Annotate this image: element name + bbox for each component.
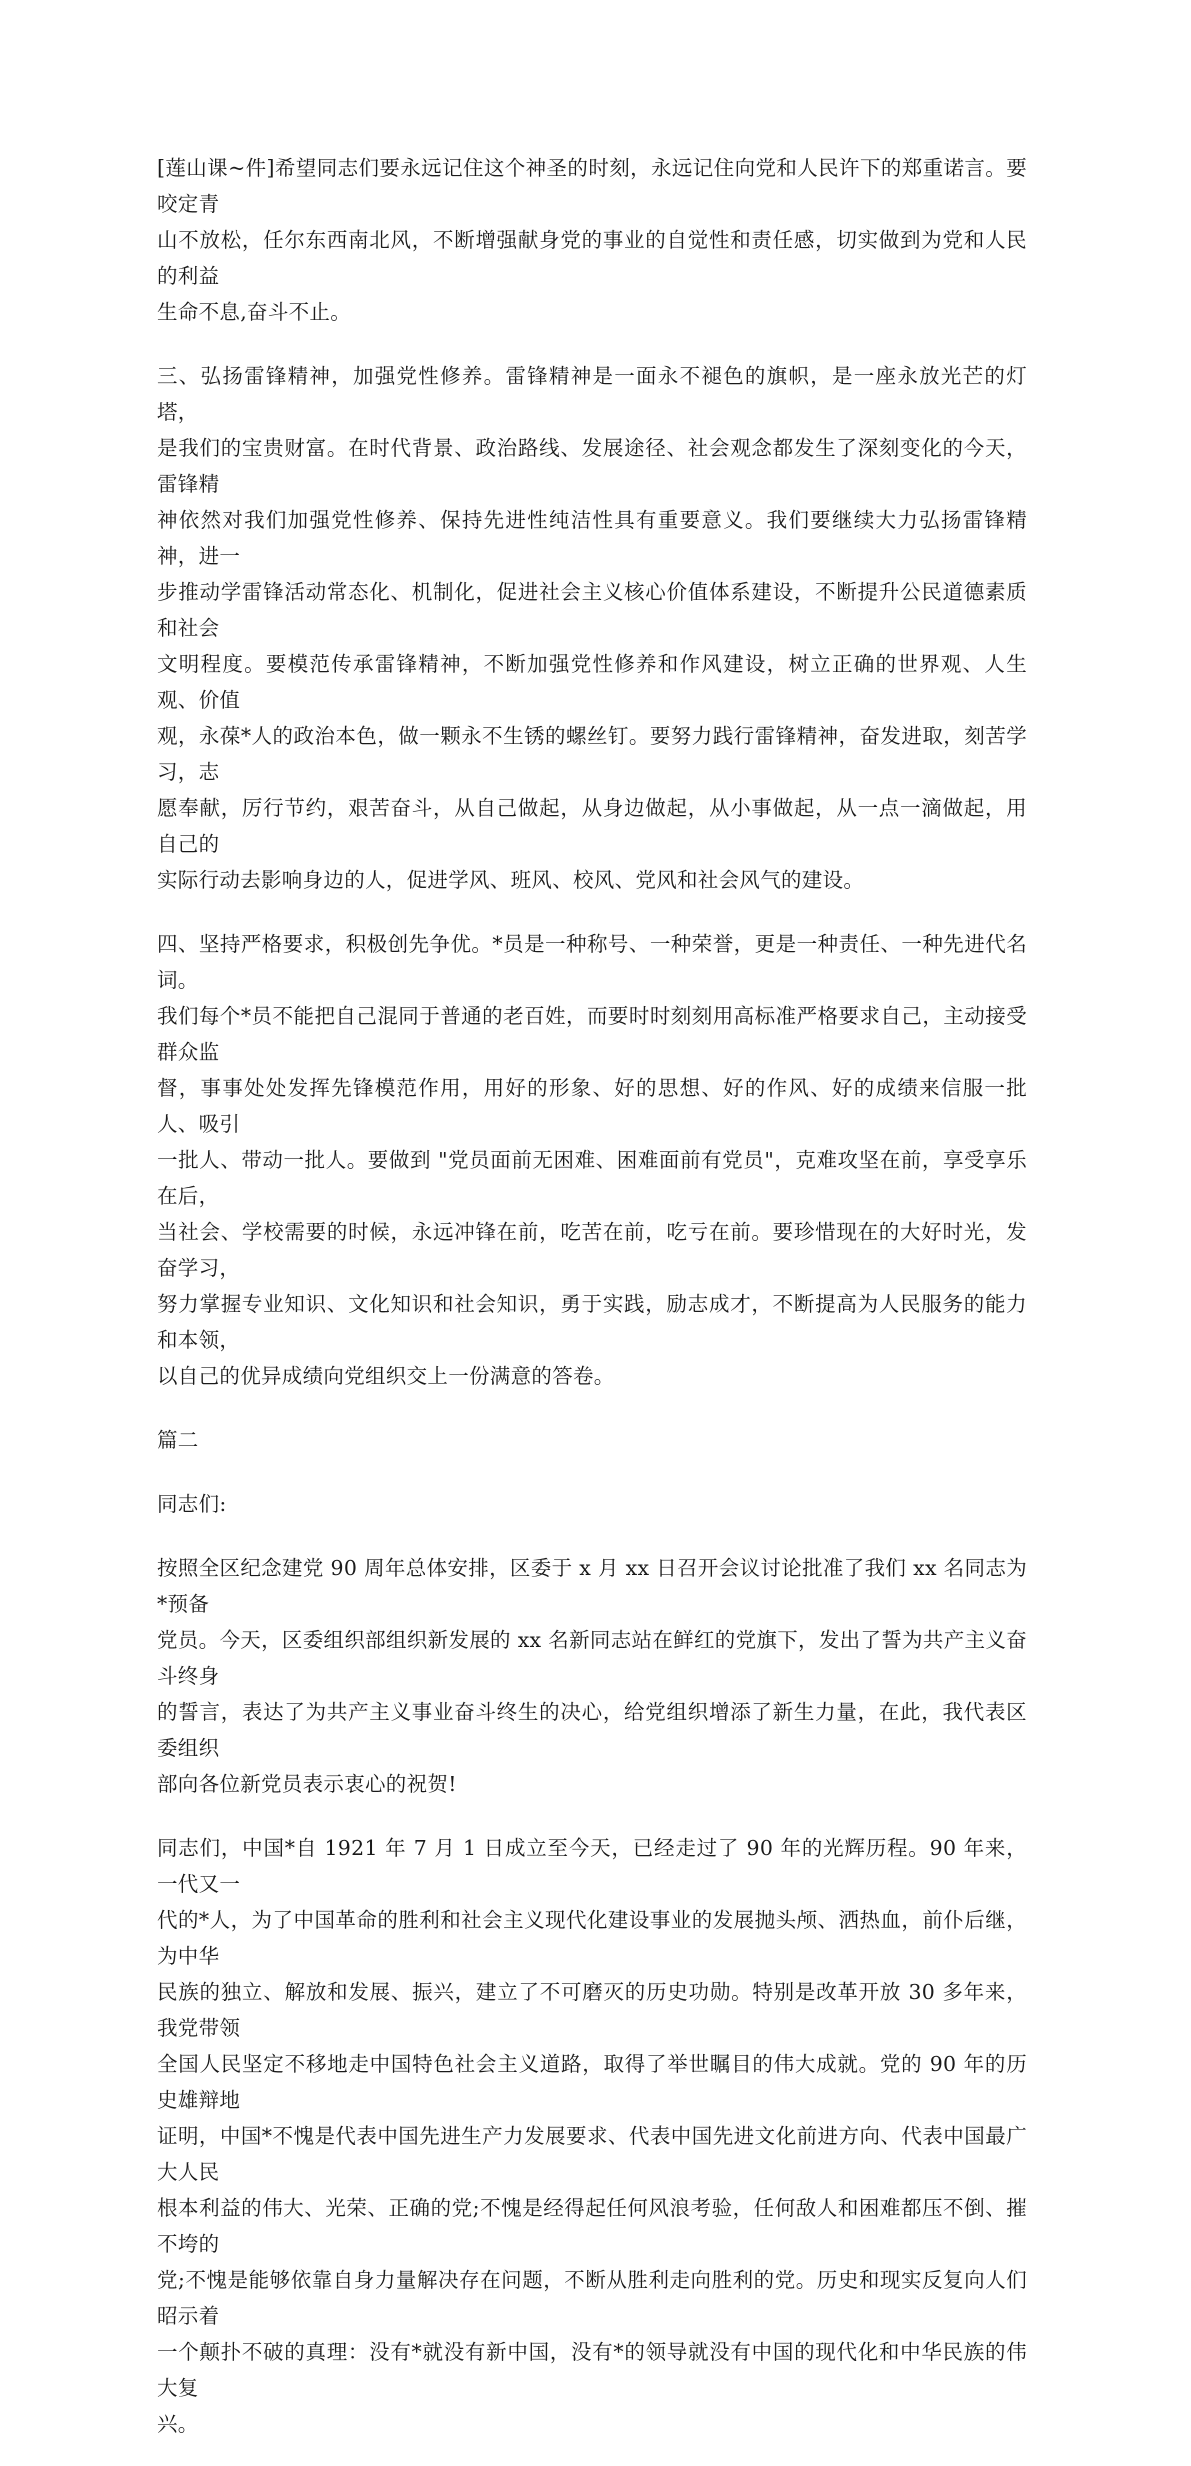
- paragraph-history: 同志们，中国*自 1921 年 7 月 1 日成立至今天，已经走过了 90 年的光辉历程。90 年来，一代又一 代的*人，为了中国革命的胜利和社会主义现代化建设事业的发展抛头颅、洒热血，前仆后继，为中华 民族的独立、解放和发展、振兴，建立了不可磨灭的历史功勋。特别是改革开放 30 多年来，我党带领 全国人民坚定不移地走中国特色社会主义道路，取得了举世瞩目的伟大成就。党的 90 年的历史雄辩地 证明，中国*不愧是代表中国先进生产力发展要求、代表中国先进文化前进方向、代表中国最广大人民 根本利益的伟大、光荣、正确的党;不愧是经得起任何风浪考验，任何敌人和困难都压不倒、摧不垮的 党;不愧是能够依靠自身力量解决存在问题，不断从胜利走向胜利的党。历史和现实反复向人们昭示着 一个颠扑不破的真理：没有*就没有新中国，没有*的领导就没有中国的现代化和中华民族的伟大复 兴。: [157, 1836, 1027, 2436]
- salutation: 同志们:: [157, 1492, 227, 1516]
- document-page: [157, 150, 1027, 2466]
- section-heading-part-two: 篇二: [157, 1428, 199, 1452]
- paragraph-section-three: 三、弘扬雷锋精神，加强党性修养。雷锋精神是一面永不褪色的旗帜，是一座永放光芒的灯塔， 是我们的宝贵财富。在时代背景、政治路线、发展途径、社会观念都发生了深刻变化的今天，雷锋精 神依然对我们加强党性修养、保持先进性纯洁性具有重要意义。我们要继续大力弘扬雷锋精神，进一 步推动学雷锋活动常态化、机制化，促进社会主义核心价值体系建设，不断提升公民道德素质和社会 文明程度。要模范传承雷锋精神，不断加强党性修养和作风建设，树立正确的世界观、人生观、价值 观，永葆*人的政治本色，做一颗永不生锈的螺丝钉。要努力践行雷锋精神，奋发进取，刻苦学习，志 愿奉献，厉行节约，艰苦奋斗，从自己做起，从身边做起，从小事做起，从一点一滴做起，用自己的 实际行动去影响身边的人，促进学风、班风、校风、党风和社会风气的建设。: [157, 364, 1027, 892]
- paragraph-intro: [莲山课~件]希望同志们要永远记住这个神圣的时刻，永远记住向党和人民许下的郑重诺言。要咬定青 山不放松，任尔东西南北风，不断增强献身党的事业的自觉性和责任感，切实做到为党和人民的利益 生命不息,奋斗不止。: [157, 156, 1027, 324]
- paragraph-section-four: 四、坚持严格要求，积极创先争优。*员是一种称号、一种荣誉，更是一种责任、一种先进代名词。 我们每个*员不能把自己混同于普通的老百姓，而要时时刻刻用高标准严格要求自己，主动接受群众监 督，事事处处发挥先锋模范作用，用好的形象、好的思想、好的作风、好的成绩来信服一批人、吸引 一批人、带动一批人。要做到 "党员面前无困难、困难面前有党员"，克难攻坚在前，享受享乐在后， 当社会、学校需要的时候，永远冲锋在前，吃苦在前，吃亏在前。要珍惜现在的大好时光，发奋学习， 努力掌握专业知识、文化知识和社会知识，勇于实践，励志成才，不断提高为人民服务的能力和本领， 以自己的优异成绩向党组织交上一份满意的答卷。: [157, 932, 1027, 1388]
- paragraph-announcement: 按照全区纪念建党 90 周年总体安排，区委于 x 月 xx 日召开会议讨论批准了我们 xx 名同志为*预备 党员。今天，区委组织部组织新发展的 xx 名新同志站在鲜红的党旗下，发出了誓为共产主义奋斗终身 的誓言，表达了为共产主义事业奋斗终生的决心，给党组织增添了新生力量，在此，我代表区委组织 部向各位新党员表示衷心的祝贺!: [157, 1556, 1027, 1796]
